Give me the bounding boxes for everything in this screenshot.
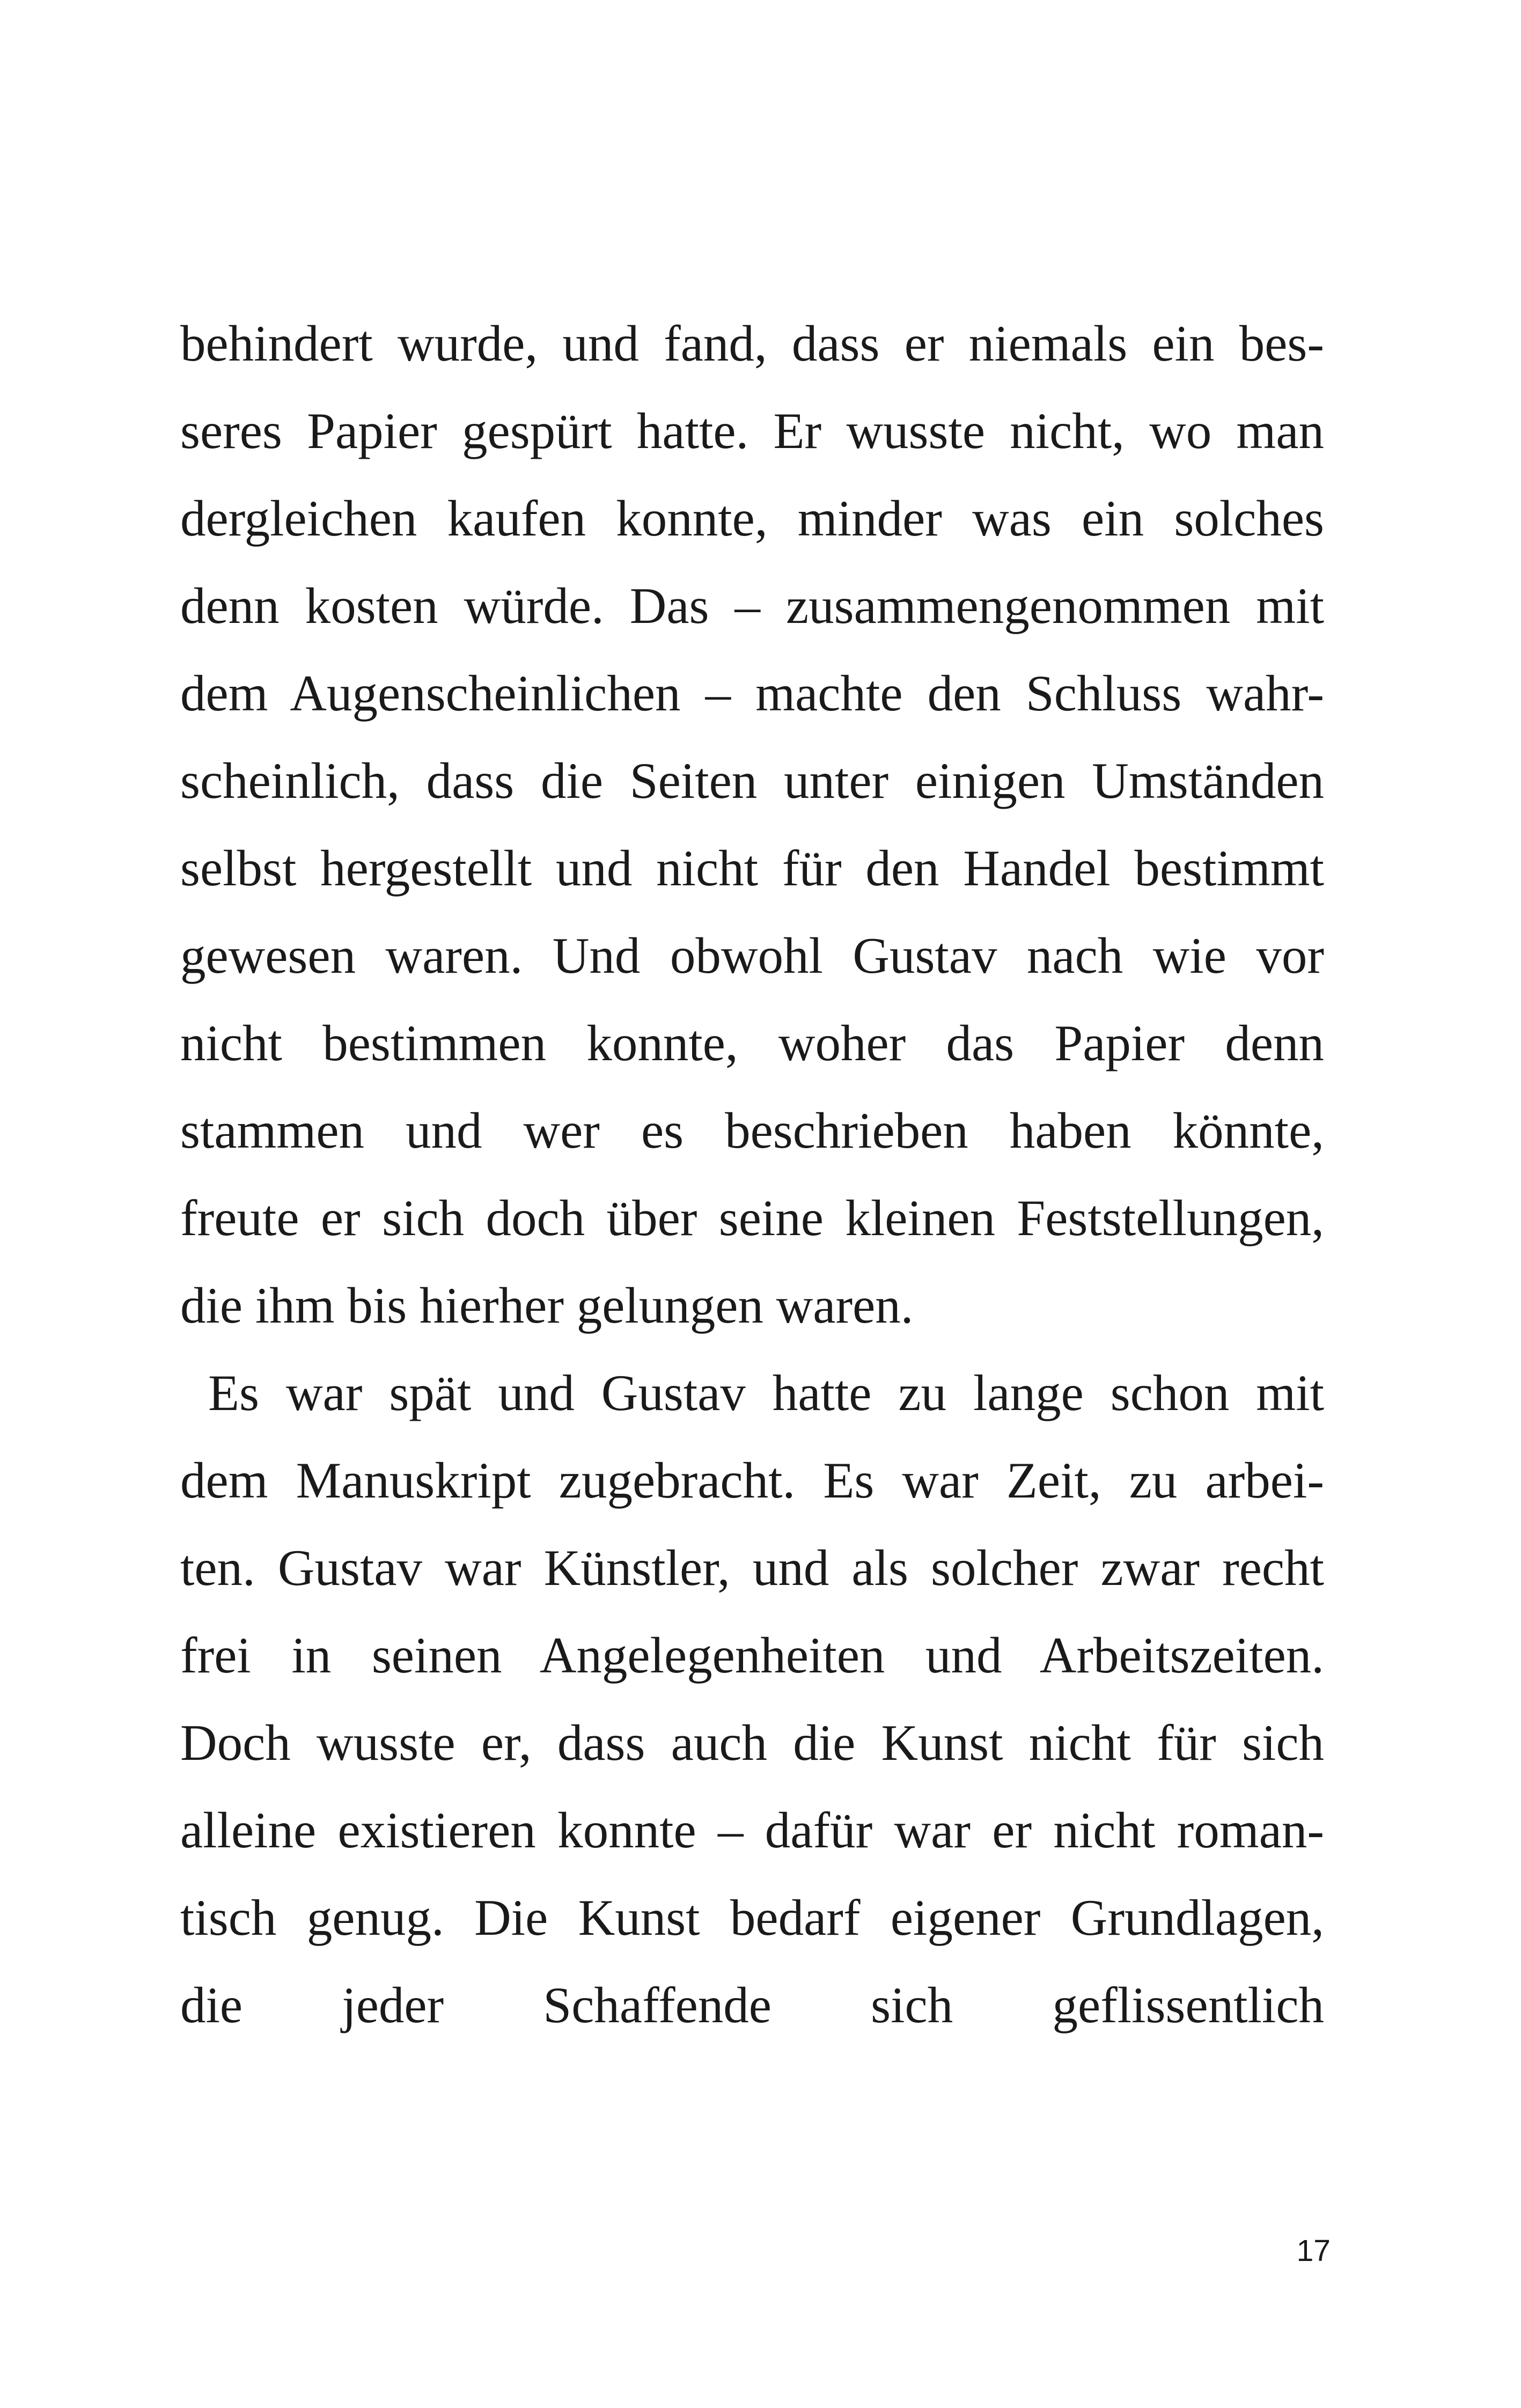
paragraph-end-line: die ihm bis hierher gelungen waren. [180,1277,914,1334]
text-line: dergleichen kaufen konnte, minder was ein solches [180,490,1324,547]
text-line: behindert wurde, und fand, dass er niemals ein bes- [180,315,1324,372]
text-line: ten. Gustav war Künstler, und als solcher zwar recht [180,1539,1324,1596]
text-line: scheinlich, dass die Seiten unter einigen Umständen [180,752,1324,809]
text-line: stammen und wer es beschrieben haben könnte, [180,1102,1324,1159]
body-text [180,309,1324,2058]
text-line: Doch wusste er, dass auch die Kunst nicht für sich [180,1714,1324,1771]
text-line: frei in seinen Angelegenheiten und Arbeitszeiten. [180,1627,1324,1684]
text-line: freute er sich doch über seine kleinen Feststellungen, [180,1190,1324,1246]
text-line: die jeder Schaffende sich geflissentlich [180,1977,1324,2033]
text-line: denn kosten würde. Das – zusammengenommen mit [180,577,1324,634]
paragraph-start-line: Es war spät und Gustav hatte zu lange schon mit [208,1364,1324,1421]
text-line: dem Augenscheinlichen – machte den Schluss wahr- [180,665,1324,722]
text-line: alleine existieren konnte – dafür war er nicht roman- [180,1802,1324,1859]
page-number: 17 [1296,2234,1331,2268]
text-line: nicht bestimmen konnte, woher das Papier denn [180,1015,1324,1071]
text-line: gewesen waren. Und obwohl Gustav nach wie vor [180,927,1324,984]
text-line: dem Manuskript zugebracht. Es war Zeit, zu arbei- [180,1452,1324,1509]
text-line: selbst hergestellt und nicht für den Handel bestimmt [180,840,1324,897]
text-line: seres Papier gespürt hatte. Er wusste nicht, wo man [180,402,1324,459]
text-line: tisch genug. Die Kunst bedarf eigener Grundlagen, [180,1889,1324,1946]
